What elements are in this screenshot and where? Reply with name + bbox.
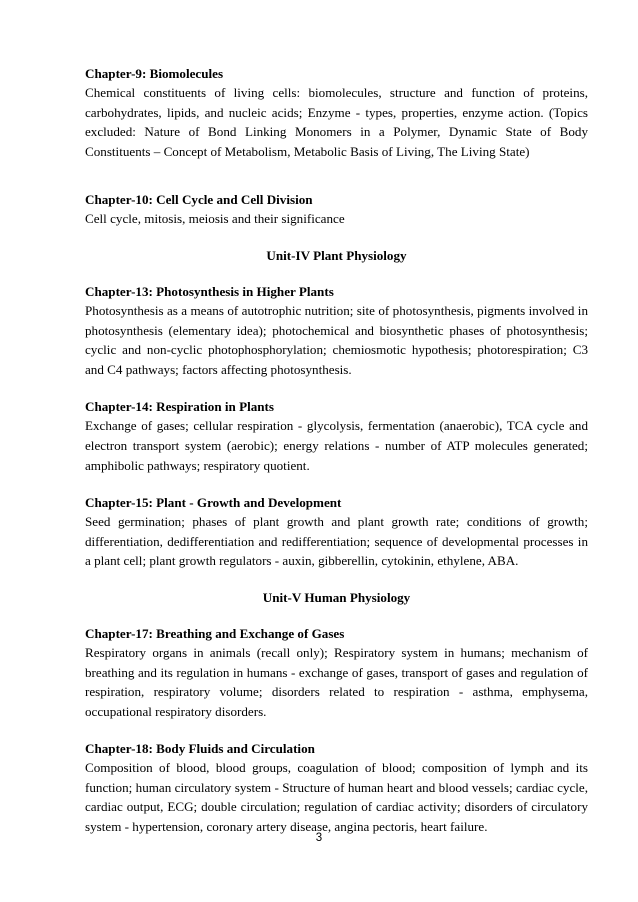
chapter-17-title: Chapter-17: Breathing and Exchange of Gases [85,625,345,641]
chapter-15-body: Seed germination; phases of plant growth and plant growth rate; conditions of growth; differentiation, dedifferentiation and redifferentiation; sequence of developmental processes in a plant cell; plant growth regulators - auxin, gibberellin, cytokinin, ethylene, ABA. [85,514,588,569]
chapter-17 [85,624,588,721]
chapter-14-title: Chapter-14: Respiration in Plants [85,399,275,415]
chapter-9 [85,64,588,161]
document-page [85,64,588,837]
chapter-18-title: Chapter-18: Body Fluids and Circulation [85,741,315,757]
chapter-17-body: Respiratory organs in animals (recall only); Respiratory system in humans; mechanism of breathing and its regulation in humans - exchange of gases, transport of gases and regulation of respiration, respiratory volume; disorders related to respiration - asthma, emphysema, occupational respiratory disorders. [85,644,588,719]
chapter-9-body: Chemical constituents of living cells: biomolecules, structure and function of proteins, carbohydrates, lipids, and nucleic acids; Enzyme - types, properties, enzyme action. (Topics excluded: Nature of Bond Linking Monomers in a Polymer, Dynamic State of Body Constituents – Concept of Metabolism, Metabolic Basis of Living, The Living State) [85,85,588,159]
chapter-14-body: Exchange of gases; cellular respiration - glycolysis, fermentation (anaerobic), TCA cycle and electron transport system (aerobic); energy relations - number of ATP molecules generated; amphibolic pathways; respiratory quotient. [85,418,588,473]
chapter-13-title: Chapter-13: Photosynthesis in Higher Plants [85,283,334,299]
chapter-15 [85,493,588,571]
chapter-10-title: Chapter-10: Cell Cycle and Cell Division [85,192,313,208]
unit-5-heading: Unit-V Human Physiology [262,589,411,605]
chapter-10-body: Cell cycle, mitosis, meiosis and their significance [85,211,345,227]
unit-4-heading: Unit-IV Plant Physiology [266,247,407,263]
chapter-18 [85,739,588,836]
chapter-15-title: Chapter-15: Plant - Growth and Development [85,495,342,511]
chapter-9-title: Chapter-9: Biomolecules [85,66,224,81]
chapter-18-body: Composition of blood, blood groups, coagulation of blood; composition of lymph and its function; human circulatory system - Structure of human heart and blood vessels; cardiac cycle, cardiac output, ECG; double circulation; regulation of cardiac activity; disorders of circulatory system - hypertension, coronary artery disease, angina pectoris, heart failure. [85,760,588,835]
chapter-13-body: Photosynthesis as a means of autotrophic nutrition; site of photosynthesis, pigments involved in photosynthesis (elementary idea); photochemical and biosynthetic phases of photosynthesis; cyclic and non-cyclic photophosphorylation; chemiosmotic hypothesis; photorespiration; C3 and C4 pathways; factors affecting photosynthesis. [85,302,588,377]
page-number: 3 [315,832,323,844]
chapter-10 [85,190,588,229]
chapter-14 [85,397,588,475]
chapter-13 [85,282,588,379]
